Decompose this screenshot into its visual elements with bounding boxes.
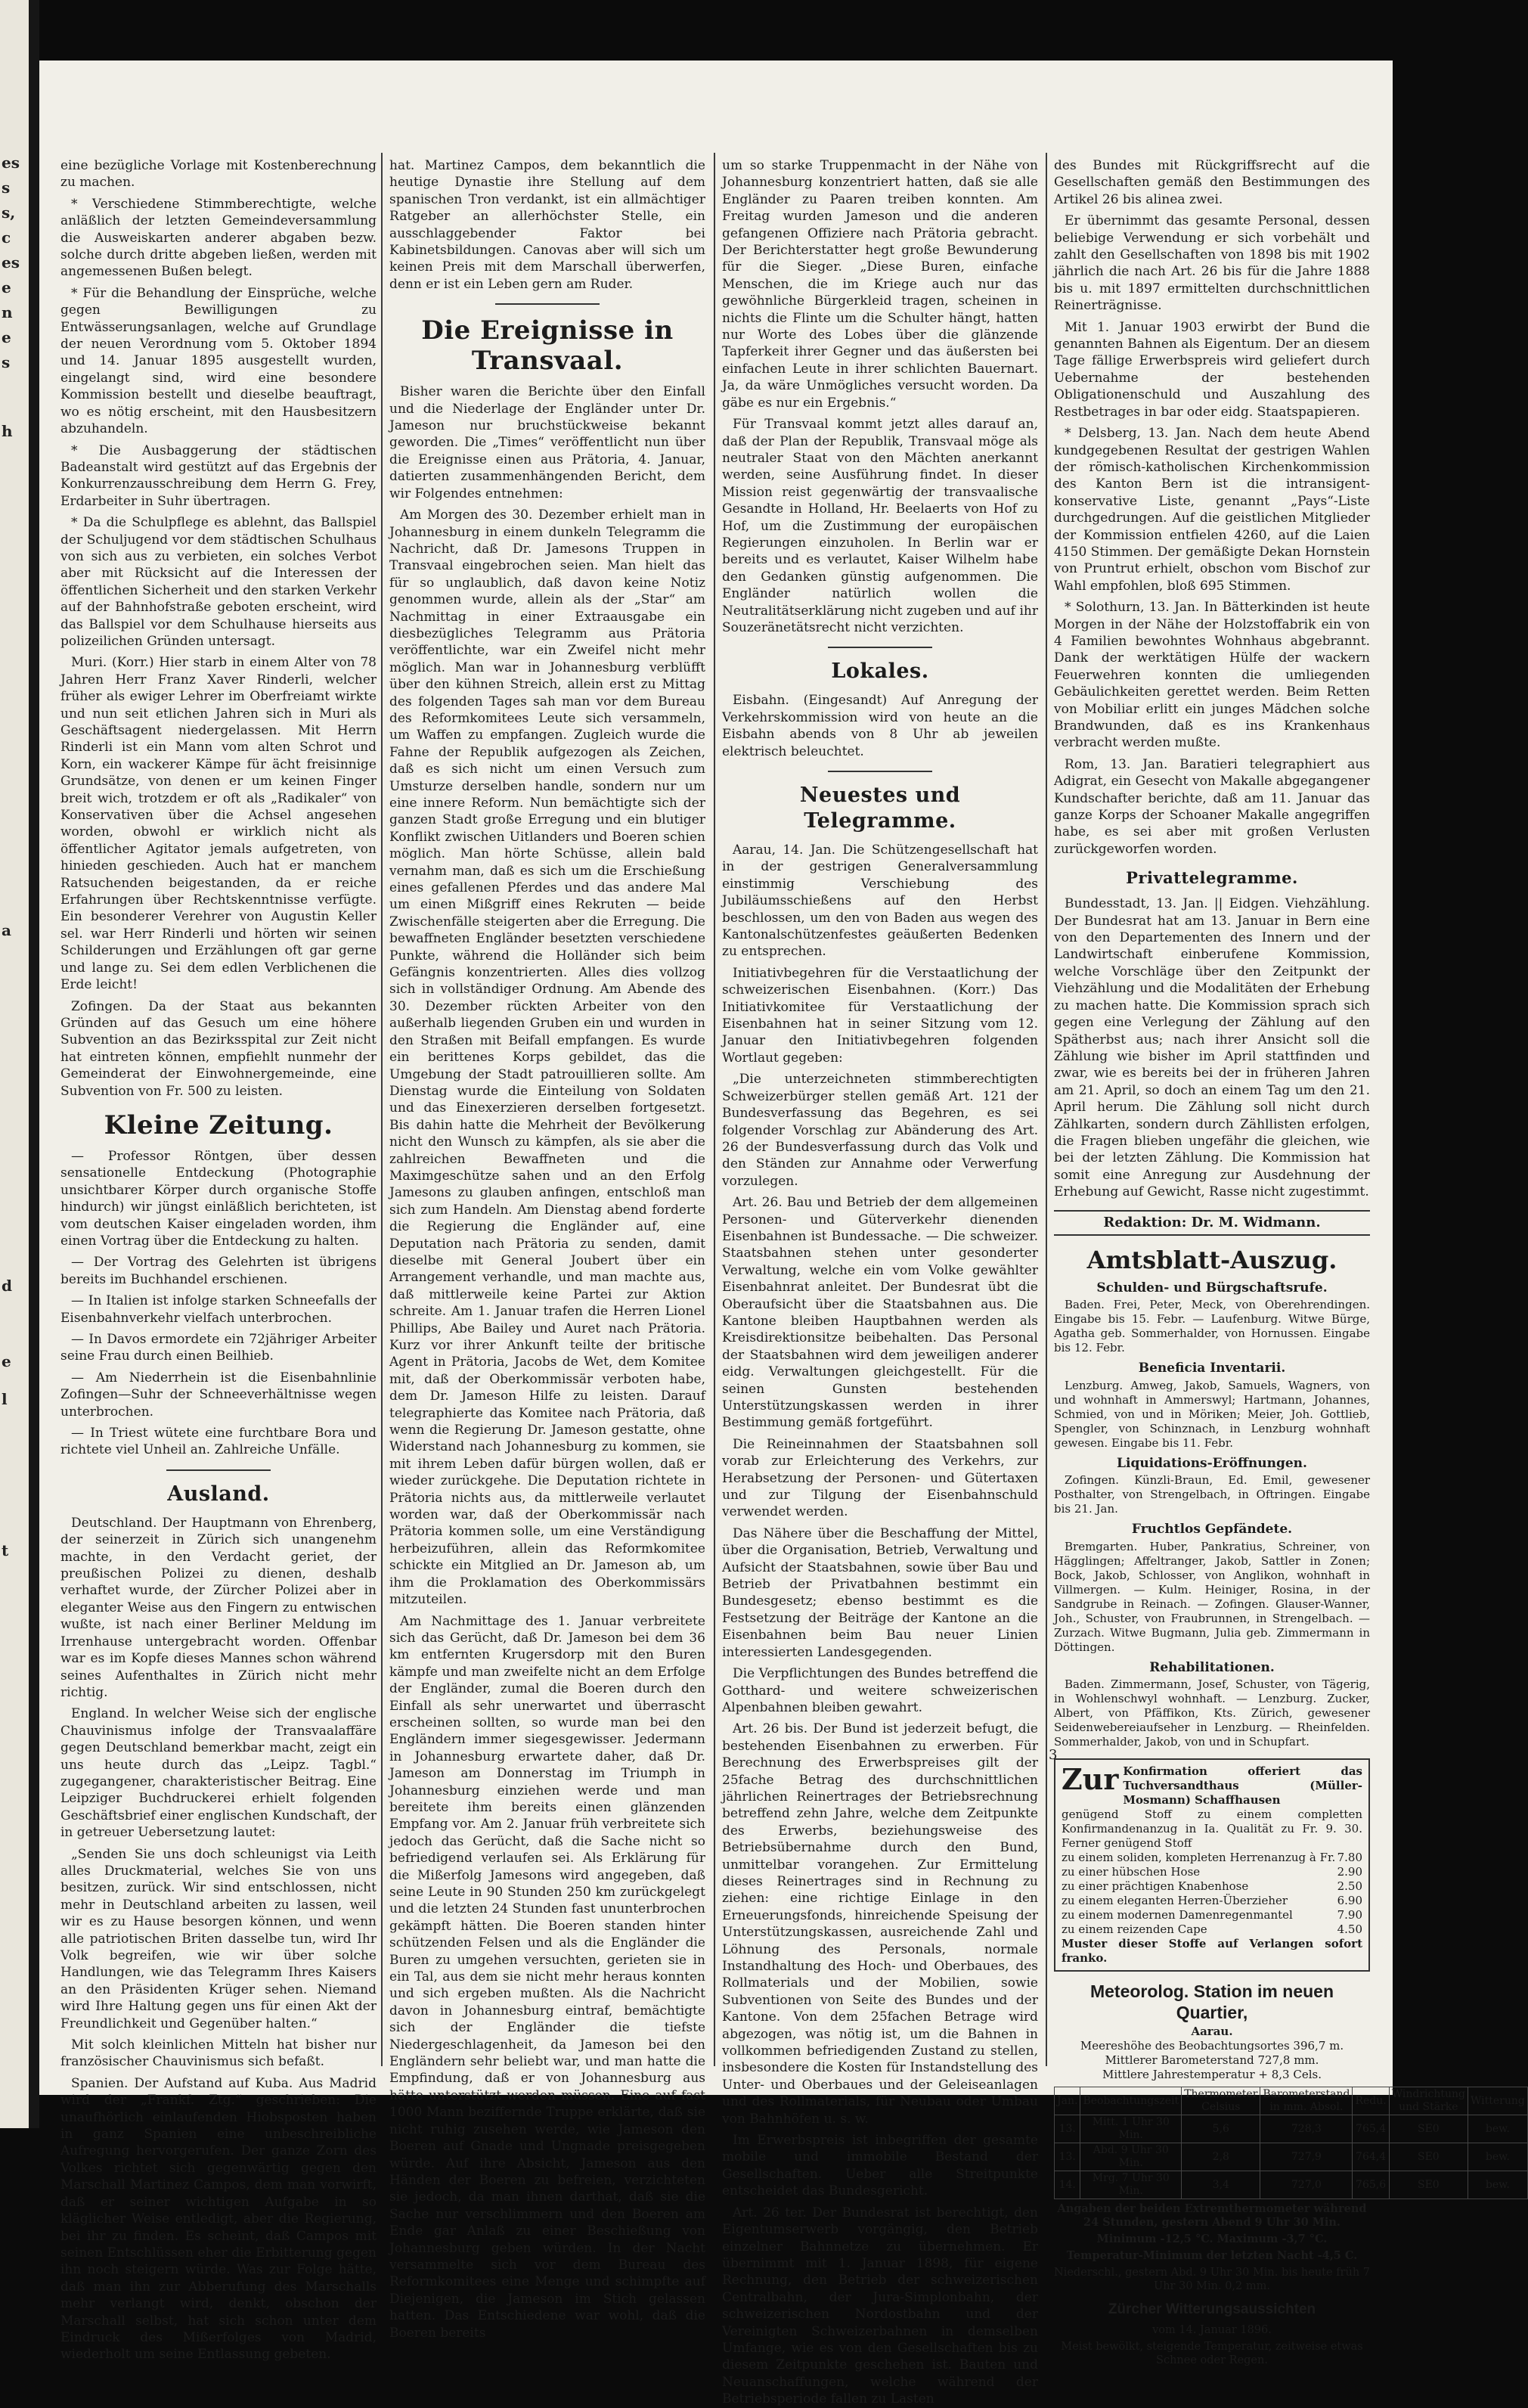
divider [495, 303, 600, 305]
advert-price-row [1062, 1879, 1362, 1894]
weather-station-box [1054, 1981, 1525, 2367]
table-cell: SE0 [1389, 2171, 1468, 2199]
column-3 [722, 157, 1038, 2407]
article-paragraph: Muri. (Korr.) Hier starb in einem Alter von 78 Jahren Herr Franz Xaver Rinderli, welcher früher als ewiger Lehrer im Oberfreiamt wirkte und nun seit etlichen Jahren sich in Muri als Geschäftsagent niedergelassen. Mit Herrn Rinderli ist ein Mann vom alten Schrot und Korn, ein wackerer Kämpe für ächt freisinnige Grundsätze, von denen er um keinen Finger breit wich, trotzdem er oft als „Radikaler“ von Konservativen über die Achsel angesehen worden, obwohl er wirklich nicht als öffentlicher Agitator jemals aufgetreten, von hinieden geschieden. Auch hat er manchem Ratsuchenden beigestanden, da er reiche Erfahrungen über Rechtskenntnisse verfügte. Ein besonderer Verehrer von Augustin Keller sel. war Herr Rinderli und hörten wir seinen Schilderungen und Erzählungen oft gar gerne und lange zu. Sei dem edlen Verblichenen die Erde leicht! [60, 655, 377, 993]
table-cell: 728,3 [1260, 2115, 1353, 2143]
advert-item-price: 4.50 [1337, 1922, 1362, 1936]
weather-station-title: Meteorolog. Station im neuen Quartier, [1089, 1981, 1334, 2022]
weather-note: Minimum -12,5 °C. Maximum -3,7 °C. [1096, 2233, 1328, 2245]
article-paragraph: * Die Ausbaggerung der städtischen Badeanstalt wird gestützt auf das Ergebnis der Konkurrenzausschreibung dem Herrn G. Frey, Erdarbeiter in Suhr übertragen. [60, 442, 377, 509]
advert-price-row [1062, 1908, 1362, 1922]
forecast-title: Zürcher Witterungsaussichten [1108, 2301, 1316, 2317]
margin-number: 3 [1049, 1747, 1058, 1763]
article-paragraph: Rom, 13. Jan. Baratieri telegraphiert aus Adigrat, ein Gesecht von Makalle abgegangener Kundschafter berichte, daß am 11. Januar das ganze Korps der Schoaner Makalle angegriffen habe, es sei aber mit großen Verlusten zurückgeworfen worden. [1054, 756, 1370, 857]
advert-item-label: zu einem soliden, kompleten Herrenanzug à Fr. [1062, 1851, 1336, 1864]
article-paragraph: Die Reineinnahmen der Staatsbahnen soll vorab zur Erleichterung des Verkehrs, zur Herabsetzung der Personen- und Gütertaxen und zur Tilgung der Eisenbahnschuld verwendet werden. [722, 1436, 1038, 1520]
column-2 [389, 157, 705, 2341]
article-paragraph: Am Nachmittage des 1. Januar verbreitete sich das Gerücht, daß Dr. Jameson bei dem 36 km entfernten Krugersdorp mit den Buren kämpfe und man zweifelte nicht an dem Erfolge der Engländer, zumal die Boeren durch den Einfall als sehr unerwartet und überrascht erscheinen sollten, so wurde man bei den Engländern immer siegesgewisser. Jedermann in Johannesburg erwartete daher, daß Dr. Jameson am Donnerstag im Triumph in Johannesburg einziehen werde und man bereitete ihm bereits einen glänzenden Empfang vor. Am 2. Januar früh verbreitete sich jedoch das Gerücht, daß die Sache nicht so befriedigend verlaufen sei. Als Erklärung für die Mißerfolg Jamesons wird angegeben, daß seine Leute in 90 Stunden 250 km zurückgelegt und die letzten 24 Stunden fast ununterbrochen gekämpft hätten. Die Boeren standen hinter schützenden Felsen und als die Engländer die Buren zu umgehen versuchten, gerieten sie in ein Tal, aus dem sie nicht mehr heraus konnten und sich ergeben mußten. Als die Nachricht davon in Johannesburg eintraf, bemächtigte sich der Engländer die tiefste Niedergeschlagenheit, da Jameson bei den Engländern sehr beliebt war, und man hatte die Empfindung, daß er von Johannesburg aus hätte unterstützt werden müssen. Eine auf fast 1000 Mann beziffernde Truppe erklärte, daß sie nicht ruhig zusehen werde, wie Jameson den Boeren auf Gnade und Ungnade preisgegeben würde. Auf ihre Absicht, Jameson aus den Händen der Boeren zu befreien, verzichteten sie jedoch, da man ihnen darthat, daß sie die Sache nur verschlimmern und den Boeren am Ende gar Anlaß zu einer Beschießung von Johannesburg geben würden. In der Nacht versammelte sich vor dem Bureau des Reformkomitees eine Menge und schimpfte auf Diejenigen, die Jameson im Stich gelassen hatten. Das Entschiedene war wohl, daß die Boeren bereits [389, 1613, 705, 2341]
news-item: — In Triest wütete eine furchtbare Bora und richtete viel Unheil an. Zahlreiche Unfälle. [60, 1426, 377, 1458]
weather-station-info: Mittlere Jahrestemperatur + 8,3 Cels. [1102, 2068, 1322, 2081]
table-cell: SE0 [1389, 2143, 1468, 2171]
table-cell: SE0 [1389, 2115, 1468, 2143]
weather-station-info: Meereshöhe des Beobachtungsortes 396,7 m. [1080, 2039, 1344, 2053]
table-cell: 765,6 [1353, 2171, 1389, 2199]
previous-page-fragment: e [2, 1352, 11, 1370]
advert-headline: Konfirmation offeriert das Tuchversandthaus (Müller-Mosmann) Schaffhausen [1123, 1764, 1362, 1807]
section-heading-neuestes: Neuestes und Telegramme. [799, 784, 961, 833]
weather-note: Angaben der beiden Extremthermometer während 24 Stunden, gestern Abend 9 Uhr 30 Min. [1057, 2202, 1367, 2229]
advertisement-konfirmation [1054, 1758, 1370, 1972]
previous-page-fragment: e [2, 278, 11, 296]
advert-item-label: zu einem eleganten Herren-Überzieher [1062, 1894, 1288, 1907]
article-paragraph: Am Morgen des 30. Dezember erhielt man in Johannesburg in einem dunkeln Telegramm die Nachricht, daß Dr. Jamesons Truppen in Transvaal eingebrochen seien. Man hielt das für so unglaublich, daß davon keine Notiz genommen wurde, allein als der „Star“ am Nachmittag in einer Extraausgabe ein diesbezügliches Telegramm aus Prätoria veröffentlichte, war ein Zweifel nicht mehr möglich. Man war in Johannesburg verblüfft über den kühnen Streich, allein erst zu Mittag des folgenden Tages sah man vor dem Bureau des Reformkomitees Leute sich versammeln, um Waffen zu empfangen. Zugleich wurde die Fahne der Republik aufgezogen als Zeichen, daß es sich nicht um einen Versuch zum Umsturze derselben handle, sondern nur um eine innere Reform. Nun bemächtigte sich der ganzen Stadt große Erregung und ein blutiger Konflikt zwischen Uitlanders und Boeren schien möglich. Man hörte Schüsse, allein bald vernahm man, daß es sich um die Erschießung eines gefallenen Pferdes und das andere Mal um einen Mißgriff eines Rekruten — beide Zwischenfälle steigerten aber die Erregung. Die bewaffneten Engländer besetzten verschiedene Punkte, während die Holländer sich beim Gefängnis konzentrierten. Alles dies vollzog sich in vollständiger Ordnung. Am Abende des 30. Dezember rückten Arbeiter von den außerhalb liegenden Gruben ein und wurden in den Straßen mit Beifall empfangen. Es wurde ein berittenes Korps gebildet, das die Umgebung der Stadt patrouillieren sollte. Am Dienstag wurde die Einteilung von Soldaten und das Einexerzieren derselben fortgesetzt. Bis dahin hatte die Mehrheit der Bevölkerung nicht den Wunsch zu kämpfen, als sie aber die zahlreichen Bewaffneten und die Maximgeschütze sahen und an den Erfolg Jamesons zu glauben anfingen, entschloß man sich zum Handeln. Am Dienstag abend forderte die Regierung die Engländer auf, eine Deputation nach Prätoria zu senden, damit dieselbe mit General Joubert über ein Arrangement verhandle, und man machte aus, daß mittlerweile keine Partei zur Aktion schreite. Am 1. Januar trafen die Herren Lionel Phillips, Abe Bailey und Auret nach Prätoria. Kurz vor ihrer Ankunft teilte der britische Agent in Prätoria, Jacobs de Wet, dem Komitee mit, daß der Oberkommissär verboten habe, dem Dr. Jameson Hilfe zu leisten. Darauf telegraphierte das Komitee nach Prätoria, daß wenn die Regierung Dr. Jameson gestatte, ohne Widerstand nach Johannesburg zu kommen, sie mit ihrem Leben dafür bürgen wollen, daß er wieder zurückgehe. Die Deputation richtete in Prätoria nichts aus, da mittlerweile verlautet worden war, daß der Oberkommissär nach Prätoria kommen solle, um eine Verständigung herbeizuführen, allein das Reformkomitee schickte ein Mitglied an Dr. Jameson ab, um ihm die Proklamation des Oberkommissärs mitzuteilen. [389, 507, 705, 1608]
divider [828, 771, 932, 772]
article-paragraph: Aarau, 14. Jan. Die Schützengesellschaft hat in der gestrigen Generalversammlung einstimmig Verschiebung des Jubiläumsschießens auf den Herbst beschlossen, um den von Baden aus wegen des Kantonalschützenfestes geäußerten Bedenken zu entsprechen. [722, 842, 1038, 960]
article-paragraph: Art. 26 ter. Der Bundesrat ist berechtigt, den Eigentumserwerb vorgängig, den Betrieb einzelner Bahnnetze zu übernehmen. Er übernimmt mit 1. Januar 1898, für eigene Rechnung, den Betrieb der schweizerischen Centralbahn, der Jura-Simplonbahn, der schweizerischen Nordostbahn und der Vereinigten Schweizerbahnen in demselben Umfange, wie es von den Gesellschaften bis zu diesem Zeitpunkte geschehen ist. Bauten und Neuanschaffungen, welche während der Betriebsperiode fallen zu Lasten [722, 2205, 1038, 2407]
notice-heading: Fruchtlos Gepfändete. [1131, 1522, 1293, 1538]
notice-text: Baden. Zimmermann, Josef, Schuster, von Tägerig, in Wohlenschwyl wohnhaft. — Lenzburg. Zucker, Albert, von Pfäffikon, Kts. Zürich, gewesener Seidenwebereiaufseher in Lenzburg. — Rheinfelden. Sommerhalder, Jakob, von und in Schupfart. [1054, 1677, 1370, 1749]
notice-heading: Liquidations-Eröffnungen. [1117, 1455, 1307, 1471]
weather-col-header: Barometerstand in mm. Absol. [1260, 2087, 1353, 2115]
notice-heading: Beneficia Inventarii. [1138, 1361, 1286, 1376]
advert-price-row [1062, 1865, 1362, 1879]
news-item: — In Italien ist infolge starken Schneefalls der Eisenbahnverkehr vielfach unterbrochen. [60, 1293, 377, 1326]
article-paragraph: eine bezügliche Vorlage mit Kostenberechnung zu machen. [60, 158, 377, 191]
weather-station-info: Mittlerer Barometerstand 727,8 mm. [1105, 2053, 1319, 2067]
article-paragraph: um so starke Truppenmacht in der Nähe von Johannesburg konzentriert hatten, daß sie alle Engländer zu Paaren treiben konnten. Am Freitag wurden Jameson und die anderen gefangenen Offiziere nach Prätoria gebracht. Der Berichterstatter hegt große Bewunderung für die Sieger. „Diese Buren, einfache Menschen, die im Kriege auch nur das gewöhnliche Bürgerkleid tragen, scheinen in nichts die Flinte um die Schulter hängt, hatten nur Worte des Lobes über die glänzende Tapferkeit ihrer Gegner und das äußersten bei einfachen Leute in ihrer schlichten Bauernart. Ja, da wäre Unmögliches versucht worden. Da gäbe es nur ein Ergebnis.“ [722, 158, 1038, 411]
section-heading-ausland: Ausland. [167, 1482, 270, 1506]
article-paragraph: Mit solch kleinlichen Mitteln hat bisher nur französischer Chauvinismus sich befaßt. [60, 2037, 377, 2070]
column-4 [1054, 157, 1525, 2366]
editor-credit: Redaktion: Dr. M. Widmann. [1054, 1210, 1370, 1236]
weather-table-header [1055, 2087, 1528, 2115]
article-paragraph: England. In welcher Weise sich der englische Chauvinismus infolge der Transvaalaffäre gegen Deutschland bemerkbar macht, zeigt ein uns heute durch das „Leipz. Tagbl.“ zugegangener, charakteristischer Beitrag. Eine Leipziger Buchdruckerei erhielt folgenden Geschäftsbrief einer englischen Kundschaft, der in getreuer Uebersetzung lautet: [60, 1706, 377, 1841]
previous-page-fragment: es [2, 253, 20, 272]
table-cell: Mrg. 7 Uhr 30 Min. [1080, 2171, 1182, 2199]
column-rule [1046, 153, 1047, 2066]
article-paragraph: Art. 26 bis. Der Bund ist jederzeit befugt, die bestehenden Eisenbahnen zu erwerben. Für Berechnung des Erwerbspreises gilt der 25fache Betrag des durchschnittlichen jährlichen Reinertrages der Betriebsrechnung betreffend zehn Jahre, welche dem Zeitpunkte des Erwerbs, beziehungsweise des Betriebsübernahme durch den Bund, unmittelbar vorangehen. Zur Ermittelung dieses Reinertrages sind in Rechnung zu ziehen: eine richtige Einlage in den Erneuerungsfonds, hinreichende Speisung der Unterstützungskassen, ausreichende Zahl und Löhnung des Personals, normale Instandhaltung des Hoch- und Oberbaues, des Rollmaterials und der Mobilien, sowie Subventionen von Seite des Bundes und der Kantone. Von dem 25fachen Betrage wird abgezogen, was nötig ist, um die Bahnen in vollkommen befriedigenden Zustand zu stellen, insbesondere die Kosten für Instandstellung des Unter- und Oberbaues und der Geleiseanlagen und des Rollmaterials, für Neubau oder Umbau von Bahnhöfen u. s. w. [722, 1721, 1038, 2127]
previous-page-fragment: n [2, 303, 13, 321]
weather-station-town: Aarau. [1191, 2025, 1233, 2038]
table-cell: 727,0 [1260, 2171, 1353, 2199]
section-heading-kleine-zeitung: Kleine Zeitung. [104, 1109, 333, 1140]
previous-page-fragment: es [2, 154, 20, 172]
column-1 [60, 157, 377, 2363]
advert-item-label: zu einem reizenden Cape [1062, 1922, 1207, 1936]
article-paragraph: Eisbahn. (Eingesandt) Auf Anregung der Verkehrskommission wird von heute an die Eisbahn abends von 8 Uhr ab jeweilen elektrisch beleuchtet. [722, 693, 1038, 759]
weather-col-header: Witterung [1468, 2087, 1527, 2115]
previous-page-fragment: d [2, 1277, 12, 1295]
article-paragraph: * Solothurn, 13. Jan. In Bätterkinden ist heute Morgen in der Nähe der Holzstoffabrik ein von 4 Familien bewohntes Wohnhaus abgebrannt. Dank der werktätigen Hülfe der wackern Feuerwehren konnten die umliegenden Gebäulichkeiten gerettet werden. Beim Retten von Mobiliar erlitt ein junges Mädchen solche Brandwunden, daß es ins Krankenhaus verbracht werden mußte. [1054, 600, 1370, 751]
article-paragraph: Bundesstadt, 13. Jan. || Eidgen. Viehzählung. Der Bundesrat hat am 13. Januar in Bern eine von den Departementen des Innern und der Landwirtschaft einberufene Kommission, welche Vorschläge über den Zeitpunkt der Viehzählung und die Modalitäten der Erhebung zu machen hatte. Die Kommission sprach sich gegen eine Verlegung der Zählung auf den Spätherbst aus; nach ihrer Ansicht soll die Zählung wie bisher im April stattfinden und zwar, wie es bereits bei der in früheren Jahren am 21. April, so doch an einem Tag um den 21. April herum. Die Zählung soll nicht durch Zählkarten, sondern durch Zähllisten erfolgen, die Fragen blieben ungefähr die gleichen, wie bei der letzten Zählung. Die Kommission hat somit eine Anregung zur Ausdehnung der Erhebung auf Gewicht, Rasse nicht zugestimmt. [1054, 896, 1370, 1200]
weather-col-header: Jan. [1055, 2087, 1080, 2115]
article-paragraph: „Senden Sie uns doch schleunigst via Leith alles Druckmaterial, welches Sie von uns besitzen, zurück. Wir sind entschlossen, nicht mehr in Deutschland arbeiten zu lassen, weil wir es zu Hause besorgen können, und wenn alle patriotischen Briten dasselbe tun, wird Ihr Volk begreifen, wie wir über solche Handlungen, wie das Telegramm Ihres Kaisers an den Präsidenten Krüger sehen. Niemand wird Ihre Haltung gegen uns für einen Akt der Freundlichkeit und Gegenüber halten.“ [60, 1846, 377, 2031]
table-cell: 14. [1055, 2171, 1080, 2199]
table-cell: 13. [1055, 2115, 1080, 2143]
advert-item-price: 2.90 [1337, 1865, 1362, 1879]
table-cell: Mitt. 1 Uhr 30 Min. [1080, 2115, 1182, 2143]
advert-price-row [1062, 1894, 1362, 1908]
advert-initial: Zur [1062, 1762, 1119, 1796]
notice-text: Baden. Frei, Peter, Meck, von Oberehrendingen. Eingabe bis 15. Febr. — Laufenburg. Witwe Bürge, Agatha geb. Sommerhalder, von Hornussen. Eingabe bis 12. Febr. [1054, 1298, 1370, 1355]
previous-page-fragment: s [2, 178, 11, 197]
article-paragraph: * Verschiedene Stimmberechtigte, welche anläßlich der letzten Gemeindeversammlung die Ausweiskarten anderer abgaben bezw. solche durch dritte abgeben ließen, werden mit angemessenen Bußen belegt. [60, 196, 377, 280]
article-paragraph: * Für die Behandlung der Einsprüche, welche gegen Bewilligungen zu Entwässerungsanlagen, welche auf Grundlage der neuen Verordnung vom 5. Oktober 1894 und 14. Januar 1895 ausgestellt wurden, eingelangt sind, wird eine besondere Kommission bestellt und dieselbe beauftragt, wo es nötig erscheint, mit den Hausbesitzern abzuhandeln. [60, 285, 377, 437]
previous-page-fragment: h [2, 422, 13, 440]
previous-page-fragment: s, [2, 203, 16, 222]
weather-col-header: Redu. [1353, 2087, 1389, 2115]
weather-note: Niederschl., gestern Abd. 9 Uhr 30 Min. bis heute früh 7 Uhr 30 Min. 0,2 mm. [1054, 2267, 1371, 2292]
notice-text: Bremgarten. Huber, Pankratius, Schreiner, von Hägglingen; Affeltranger, Jakob, Sattler in Zonen; Bock, Jakob, Schlosser, von Anglikon, wohnhaft in Villmergen. — Kulm. Heiniger, Rosina, in der Sandgrube in Reinach. — Zofingen. Glauser-Wanner, Joh., Schuster, von Fraubrunnen, in Strengelbach. — Zurzach. Witwe Bugmann, Julia geb. Zimmermann in Döttingen. [1054, 1539, 1370, 1654]
advert-item-price: 7.90 [1337, 1908, 1362, 1922]
previous-page-fragment: t [2, 1541, 9, 1559]
article-paragraph: * Delsberg, 13. Jan. Nach dem heute Abend kundgegebenen Resultat der gestrigen Wahlen der römisch-katholischen Kirchenkommission des Kanton Bern ist die intransigent-konservative Liste, genannt „Pays“-Liste durchgedrungen. Auf die geistlichen Mitglieder der Kommission entfielen 4260, auf die Laien 4150 Stimmen. Der gemäßigte Dekan Hornstein von Pruntrut erhielt, obschon vom Bischof zur Wahl empfohlen, bloß 695 Stimmen. [1054, 426, 1370, 594]
divider [166, 1469, 271, 1471]
advert-footer: Muster dieser Stoffe auf Verlangen sofort franko. [1062, 1937, 1362, 1965]
table-cell: bew. [1468, 2115, 1527, 2143]
article-headline-transvaal: Die Ereignisse in Transvaal. [421, 315, 674, 377]
table-row [1055, 2115, 1528, 2143]
advert-item-price: 2.50 [1337, 1879, 1362, 1893]
weather-col-header: Windrichtung und Stärke [1389, 2087, 1468, 2115]
article-paragraph: Er übernimmt das gesamte Personal, dessen beliebige Verwendung er sich vorbehält und zahlt den Gesellschaften von 1898 bis mit 1902 jährlich die nach Art. 26 bis für die Jahre 1888 bis u. mit 1897 ermittelten durchschnittlichen Reinerträgnisse. [1054, 213, 1370, 314]
article-paragraph: Für Transvaal kommt jetzt alles darauf an, daß der Plan der Republik, Transvaal möge als neutraler Staat von den Mächten anerkannt werden, seine Ausführung findet. In dieser Mission reist gegenwärtig der transvaalische Gesandte in Holland, Hr. Beelaerts von Hof zu Hof, um die Zustimmung der europäischen Regierungen einzuholen. In Berlin war er bereits und es verlautet, Kaiser Wilhelm habe den Gedanken günstig aufgenommen. Die Engländer natürlich wollen die Neutralitätserklärung nicht zugeben und auf ihr Souzeränetätsrecht nicht verzichten. [722, 417, 1038, 635]
article-paragraph: Initiativbegehren für die Verstaatlichung der schweizerischen Eisenbahnen. (Korr.) Das Initiativkomitee für Verstaatlichung der Eisenbahnen hat in seiner Sitzung vom 12. Januar den Initiativbegehren folgenden Wortlaut gegeben: [722, 965, 1038, 1066]
article-paragraph: hat. Martinez Campos, dem bekanntlich die heutige Dynastie ihre Stellung auf dem spanischen Tron verdankt, ist ein allmächtiger Ratgeber an allerhöchster Stelle, ein ausschlaggebender Faktor bei Kabinetsbildungen. Canovas aber will sich um keinen Preis mit dem Marschall überwerfen, denn er ist ein Leben gern am Ruder. [389, 158, 705, 292]
article-paragraph: Spanien. Der Aufstand auf Kuba. Aus Madrid wird der „Frankf. Ztg.“ geschrieben: Die unaufhörlich einlaufenden Hiobsposten haben in ganz Spanien eine unbeschreibliche Aufregung hervorgerufen. Der ganze Zorn des Volkes richtet sich gegenwärtig gegen den Marschall Martinez Campos, dem man vorwirft, daß er seiner wichtigen Aufgabe in so kläglicher Weise entledigt, aber die Regierung, bei ihr zu finden. Es scheint, daß Campos mit seinen Entschlüssen eher die Erbitterung gegen ihn noch steigern würde. Was zur Folge hätte, daß man ihn zur Abberufung des Marschalls mehr verlangt wird, denkt, obschon der Marschall selbst, hat sich schon unter dem Eindruck des Mißerfolges von Madrid, wiederholt um seine Entlassung gebeten. [60, 2075, 377, 2363]
notice-text: Zofingen. Künzli-Braun, Ed. Emil, gewesener Posthalter, von Strengelbach, in Oftringen. Eingabe bis 21. Jan. [1054, 1473, 1370, 1516]
section-heading-amtsblatt: Amtsblatt-Auszug. [1086, 1245, 1337, 1274]
forecast-text: Meist bewölkt, steigende Temperatur, zeitweise etwas Schnee oder Regen. [1061, 2341, 1363, 2366]
table-row [1055, 2171, 1528, 2199]
table-cell: 13. [1055, 2143, 1080, 2171]
page-gutter [29, 0, 39, 2128]
table-cell: 3,4 [1182, 2171, 1260, 2199]
article-paragraph: Mit 1. Januar 1903 erwirbt der Bund die genannten Bahnen als Eigentum. Der an diesem Tage fällige Erwerbspreis wird geliefert durch Uebernahme der bestehenden Obligationenschuld und Auszahlung des Restbetrages in bar oder eidg. Staatspapieren. [1054, 319, 1370, 420]
advert-price-row [1062, 1851, 1362, 1865]
weather-note: Temperatur-Minimum der letzten Nacht -4,5 C. [1066, 2249, 1358, 2262]
notice-text: Lenzburg. Amweg, Jakob, Samuels, Wagners, von und wohnhaft in Ammerswyl; Hartmann, Johannes, Schmied, von und in Möriken; Meier, Joh. Gottlieb, Spengler, von Schinznach, in Lenzburg wohnhaft gewesen. Eingabe bis 11. Febr. [1054, 1378, 1370, 1450]
column-rule [714, 153, 715, 2066]
article-paragraph: Bisher waren die Berichte über den Einfall und die Niederlage der Engländer unter Dr. Jameson nur bruchstückweise bekannt geworden. Die „Times“ veröffentlicht nun über die Ereignisse einen aus Prätoria, 4. Januar, datierten zusammenhängenden Bericht, dem wir Folgendes entnehmen: [389, 384, 705, 501]
section-heading-privattelegramme: Privattelegramme. [1126, 868, 1298, 888]
table-cell: 2,8 [1182, 2143, 1260, 2171]
table-cell: Abd. 9 Uhr 30 Min. [1080, 2143, 1182, 2171]
advert-item-label: zu einem modernen Damenregenmantel [1062, 1908, 1293, 1922]
weather-col-header: Beobachtungszeit [1080, 2087, 1182, 2115]
article-paragraph: des Bundes mit Rückgriffsrecht auf die Gesellschaften gemäß den Bestimmungen des Artikel 26 bis alinea zwei. [1054, 158, 1370, 207]
news-item: — Professor Röntgen, über dessen sensationelle Entdeckung (Photographie unsichtbarer Körper durch organische Stoffe hindurch) wir jüngst einläßlich berichteten, ist vom deutschen Kaiser eingeladen worden, ihm einen Vortrag über die Entdeckung zu halten. [60, 1148, 377, 1249]
weather-table [1054, 2087, 1528, 2199]
forecast-date: vom 14. Januar 1896. [1152, 2324, 1272, 2336]
column-rule [381, 153, 383, 2066]
advert-item-label: zu einer hübschen Hose [1062, 1865, 1201, 1879]
advert-price-row [1062, 1922, 1362, 1937]
article-paragraph: Das Nähere über die Beschaffung der Mittel, über die Organisation, Betrieb, Verwaltung und Aufsicht der Staatsbahnen, sowie über Bau und Betrieb der Privatbahnen bestimmt ein Bundesgesetz; ebenso bestimmt es die Festsetzung der Beiträge der Kantone an die Eisenbahnen beim Bau neuer Linien interessierten Landesgegenden. [722, 1525, 1038, 1660]
weather-col-header: Thermometer Celsius [1182, 2087, 1260, 2115]
article-paragraph: „Die unterzeichneten stimmberechtigten Schweizerbürger stellen gemäß Art. 121 der Bundesverfassung das Begehren, es sei folgender Vorschlag zur Abänderung des Art. 26 der Bundesverfassung durch das Volk und den Ständen zur Annahme oder Verwerfung vorzulegen. [722, 1072, 1038, 1189]
advert-body: genügend Stoff zu einem completten Konfirmandenanzug in Ia. Qualität zu Fr. 9. 30. Ferner genügend Stoff [1062, 1808, 1362, 1850]
advert-item-price: 6.90 [1337, 1894, 1362, 1907]
table-cell: bew. [1468, 2143, 1527, 2171]
previous-page-fragment: l [2, 1390, 8, 1408]
table-cell: 5,6 [1182, 2115, 1260, 2143]
table-row [1055, 2143, 1528, 2171]
article-paragraph: Art. 26. Bau und Betrieb der dem allgemeinen Personen- und Güterverkehr dienenden Eisenbahnen ist Bundessache. — Die schweizer. Staatsbahnen stehen unter gesonderter Verwaltung, welche ein vom Volke gewählter Eisenbahnrat anleitet. Der Bundesrat übt die Oberaufsicht über die Staatsbahnen aus. Die Kantone bleiben Hauptbahnen werden als Kreisdirektionsitze beibehalten. Das Personal der Staatsbahnen wird dem jeweiligen anderer eidg. Verwaltungen gleichgestellt. Für die seinen Gunsten bestehenden Unterstützungskassen werden in ihrer Bestimmung gemäß fortgeführt. [722, 1195, 1038, 1431]
article-paragraph: Zofingen. Da der Staat aus bekannten Gründen auf das Gesuch um eine höhere Subvention an das Bezirksspital zur Zeit nicht hat eintreten können, empfiehlt nunmehr der Gemeinderat der Einwohnergemeinde, eine Subvention von Fr. 500 zu leisten. [60, 998, 377, 1099]
newspaper-page [39, 61, 1525, 2407]
article-paragraph: Deutschland. Der Hauptmann von Ehrenberg, der seinerzeit in Zürich sich unangenehm machte, in den Verdacht geriet, der preußischen Polizei zu dienen, deshalb verhaftet wurde, der Zürcher Polizei aber in eleganter Weise aus den Fingern zu entwischen wußte, ist nach einer Berliner Meldung im Irrenhause untergebracht worden. Offenbar war es im Kopfe dieses Mannes schon während seines Aufenthaltes in Zürich nicht mehr richtig. [60, 1515, 377, 1700]
previous-page-fragment: s [2, 353, 11, 371]
article-paragraph: Im Erwerbspreis ist inbegriffen der gesamte mobile und immobile Bestand der Gesellschaften. Ueber alle Streitpunkte entscheidet das Bundesgericht. [722, 2133, 1038, 2199]
notice-heading: Schulden- und Bürgschaftsrufe. [1096, 1280, 1328, 1296]
notice-heading: Rehabilitationen. [1149, 1659, 1275, 1675]
table-cell: 764,4 [1353, 2143, 1389, 2171]
advert-item-price: 7.80 [1337, 1851, 1362, 1864]
previous-page-strip [0, 0, 29, 2128]
divider [828, 647, 932, 648]
advert-item-label: zu einer prächtigen Knabenhose [1062, 1879, 1249, 1893]
table-cell: 765,4 [1353, 2115, 1389, 2143]
news-item: — In Davos ermordete ein 72jähriger Arbeiter seine Frau durch einen Beilhieb. [60, 1332, 377, 1364]
article-paragraph: * Da die Schulpflege es ablehnt, das Ballspiel der Schuljugend vor dem städtischen Schulhaus von sich aus zu verbieten, ein solches Verbot aber mit Rücksicht auf die Interessen der öffentlichen Sicherheit und den starken Verkehr auf der Bahnhofstraße geboten erscheint, wird das Ballspiel vor dem Schulhause hierseits aus polizeilichen Gründen untersagt. [60, 515, 377, 649]
news-item: — Der Vortrag des Gelehrten ist übrigens bereits im Buchhandel erschienen. [60, 1255, 377, 1287]
table-cell: bew. [1468, 2171, 1527, 2199]
previous-page-fragment: c [2, 228, 11, 247]
previous-page-fragment: e [2, 328, 11, 346]
article-paragraph: Die Verpflichtungen des Bundes betreffend die Gotthard- und weitere schweizerischen Alpenbahnen bleiben gewahrt. [722, 1666, 1038, 1715]
table-cell: 727,9 [1260, 2143, 1353, 2171]
news-item: — Am Niederrhein ist die Eisenbahnlinie Zofingen—Suhr der Schneeverhältnisse wegen unterbrochen. [60, 1370, 377, 1420]
section-heading-lokales: Lokales. [831, 659, 929, 684]
previous-page-fragment: a [2, 921, 11, 939]
